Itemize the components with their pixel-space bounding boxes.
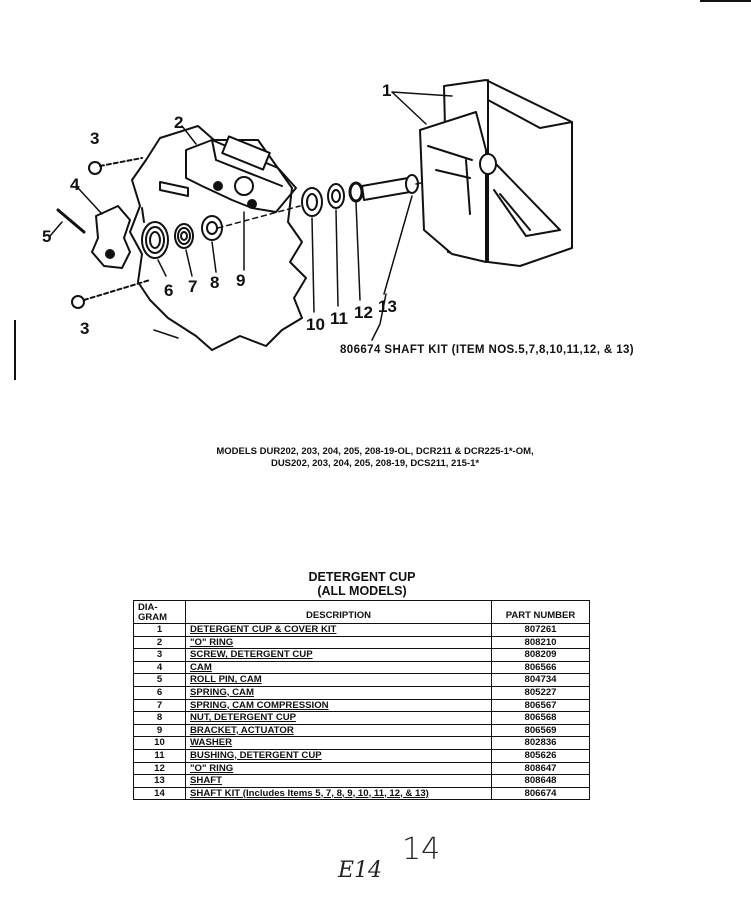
row-part-number: 806567 bbox=[492, 699, 590, 712]
table-row bbox=[134, 636, 590, 649]
callout-4: 4 bbox=[70, 175, 80, 194]
row-diagram-number: 5 bbox=[134, 674, 186, 687]
row-part-number: 807261 bbox=[492, 624, 590, 637]
header-diagram: DIA- GRAM bbox=[134, 601, 186, 624]
row-diagram-number: 3 bbox=[134, 649, 186, 662]
header-part-number: PART NUMBER bbox=[492, 601, 590, 624]
callout-3-upper: 3 bbox=[90, 129, 100, 148]
table-row bbox=[134, 649, 590, 662]
row-part-number: 808210 bbox=[492, 636, 590, 649]
screw-upper bbox=[89, 158, 142, 174]
table-title: DETERGENT CUP bbox=[308, 570, 416, 584]
row-part-number: 806566 bbox=[492, 661, 590, 674]
row-diagram-number: 8 bbox=[134, 712, 186, 725]
callout-12: 12 bbox=[354, 303, 373, 322]
callout-13: 13 bbox=[378, 297, 397, 316]
row-part-number: 806569 bbox=[492, 724, 590, 737]
row-diagram-number: 11 bbox=[134, 749, 186, 762]
table-row bbox=[134, 775, 590, 788]
row-part-number: 805227 bbox=[492, 686, 590, 699]
row-part-number: 806568 bbox=[492, 712, 590, 725]
callout-3-lower: 3 bbox=[80, 319, 90, 338]
row-part-number: 808209 bbox=[492, 649, 590, 662]
detergent-cup-cover bbox=[420, 80, 572, 266]
row-description: CAM bbox=[186, 661, 492, 674]
row-diagram-number: 12 bbox=[134, 762, 186, 775]
left-margin-mark bbox=[14, 320, 16, 380]
table-row bbox=[134, 661, 590, 674]
table-row bbox=[134, 787, 590, 800]
row-description: SHAFT bbox=[186, 775, 492, 788]
o-ring bbox=[350, 183, 362, 201]
handwritten-page-code: E14 bbox=[338, 858, 383, 883]
table-row bbox=[134, 737, 590, 750]
table-row bbox=[134, 686, 590, 699]
row-description: NUT, DETERGENT CUP bbox=[186, 712, 492, 725]
row-description: SCREW, DETERGENT CUP bbox=[186, 649, 492, 662]
exploded-parts-diagram bbox=[0, 0, 751, 420]
row-description: BUSHING, DETERGENT CUP bbox=[186, 749, 492, 762]
models-line-2: DUS202, 203, 204, 205, 208-19, DCS211, 215-1* bbox=[270, 458, 480, 469]
row-part-number: 802836 bbox=[492, 737, 590, 750]
row-part-number: 806674 bbox=[492, 787, 590, 800]
row-description: ROLL PIN, CAM bbox=[186, 674, 492, 687]
callout-6: 6 bbox=[164, 281, 174, 300]
callout-9: 9 bbox=[236, 271, 246, 290]
callout-10: 10 bbox=[306, 315, 325, 334]
washer bbox=[302, 188, 322, 216]
callout-5: 5 bbox=[42, 227, 52, 246]
shaft-kit-note: 806674 SHAFT KIT (ITEM NOS.5,7,8,10,11,12, & 13) bbox=[340, 344, 635, 356]
table-row bbox=[134, 762, 590, 775]
row-description: WASHER bbox=[186, 737, 492, 750]
top-right-mark bbox=[700, 0, 751, 2]
compression-spring bbox=[175, 224, 193, 248]
row-description: BRACKET, ACTUATOR bbox=[186, 724, 492, 737]
table-row bbox=[134, 724, 590, 737]
bushing bbox=[328, 184, 344, 208]
header-description: DESCRIPTION bbox=[186, 601, 492, 624]
row-part-number: 805626 bbox=[492, 749, 590, 762]
models-line-1: MODELS DUR202, 203, 204, 205, 208-19-OL, DCR211 & DCR225-1*-OM, bbox=[216, 446, 534, 457]
row-description: SPRING, CAM COMPRESSION bbox=[186, 699, 492, 712]
table-row bbox=[134, 699, 590, 712]
shaft bbox=[362, 175, 418, 200]
parts-table-header bbox=[134, 601, 590, 624]
row-description: "O" RING bbox=[186, 762, 492, 775]
row-diagram-number: 1 bbox=[134, 624, 186, 637]
parts-table bbox=[133, 600, 590, 800]
table-row bbox=[134, 749, 590, 762]
table-row bbox=[134, 624, 590, 637]
row-part-number: 808647 bbox=[492, 762, 590, 775]
callout-2: 2 bbox=[174, 113, 184, 132]
callout-11: 11 bbox=[330, 309, 348, 328]
row-part-number: 808648 bbox=[492, 775, 590, 788]
row-description: DETERGENT CUP & COVER KIT bbox=[186, 624, 492, 637]
handwritten-page-number: 14 bbox=[402, 832, 441, 867]
screw-lower bbox=[72, 280, 150, 308]
row-diagram-number: 9 bbox=[134, 724, 186, 737]
row-diagram-number: 14 bbox=[134, 787, 186, 800]
table-subtitle: (ALL MODELS) bbox=[317, 584, 407, 598]
roll-pin bbox=[58, 210, 84, 232]
callout-1: 1 bbox=[382, 81, 392, 100]
row-description: "O" RING bbox=[186, 636, 492, 649]
spring-cam bbox=[142, 208, 168, 258]
row-diagram-number: 13 bbox=[134, 775, 186, 788]
row-diagram-number: 7 bbox=[134, 699, 186, 712]
callout-8: 8 bbox=[210, 273, 220, 292]
row-diagram-number: 10 bbox=[134, 737, 186, 750]
row-description: SPRING, CAM bbox=[186, 686, 492, 699]
row-diagram-number: 6 bbox=[134, 686, 186, 699]
table-row bbox=[134, 712, 590, 725]
callout-7: 7 bbox=[188, 277, 198, 296]
row-part-number: 804734 bbox=[492, 674, 590, 687]
row-diagram-number: 4 bbox=[134, 661, 186, 674]
table-row bbox=[134, 674, 590, 687]
row-description: SHAFT KIT (Includes Items 5, 7, 8, 9, 10, 11, 12, & 13) bbox=[186, 787, 492, 800]
row-diagram-number: 2 bbox=[134, 636, 186, 649]
